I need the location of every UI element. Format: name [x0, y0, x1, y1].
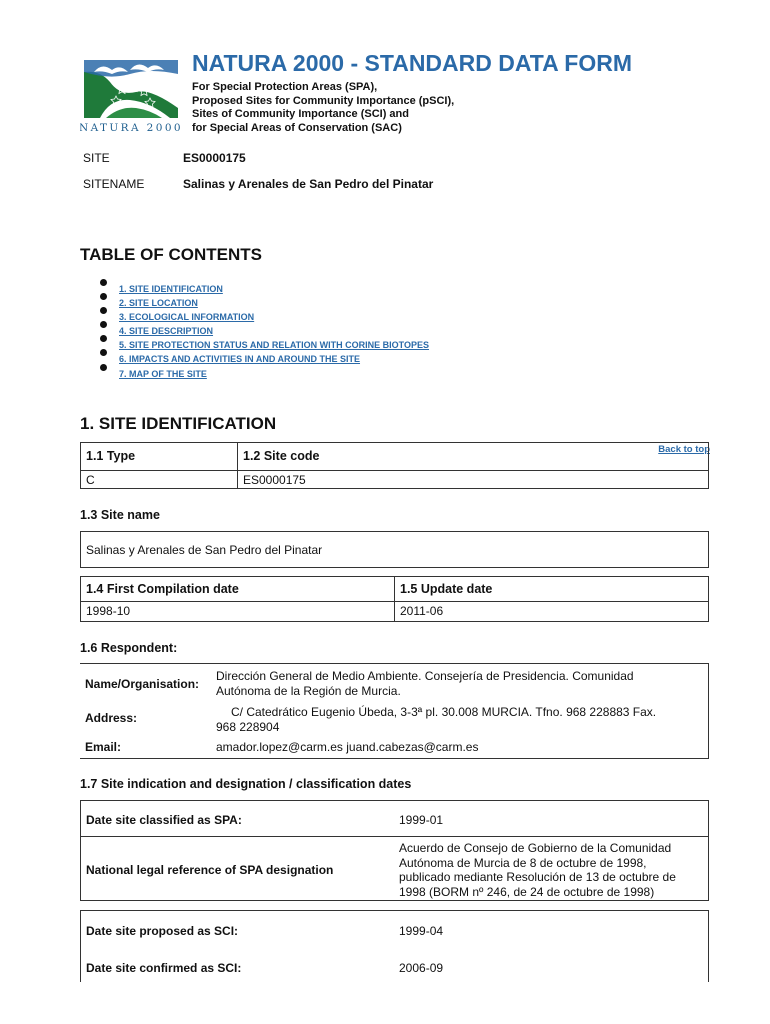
table-divider [81, 470, 708, 471]
name-org-line: Autónoma de la Región de Murcia. [216, 683, 401, 698]
site-name-header: 1.3 Site name [80, 508, 160, 522]
respondent-header: 1.6 Respondent: [80, 641, 178, 655]
type-header: 1.1 Type [86, 449, 136, 463]
section-title-site-identification: 1. SITE IDENTIFICATION [80, 414, 277, 433]
toc-link-site-location[interactable]: 2. SITE LOCATION [119, 298, 198, 309]
svg-text:NATURA 2000: NATURA 2000 [80, 122, 182, 134]
table-divider [237, 443, 238, 488]
site-code-header: 1.2 Site code [243, 449, 320, 463]
spa-ref-line: Autónoma de Murcia de 8 de octubre de 1998, [399, 855, 647, 870]
page-title: NATURA 2000 - STANDARD DATA FORM [192, 50, 632, 76]
update-date-value: 2011-06 [400, 604, 444, 618]
spa-legal-ref-value [399, 841, 705, 899]
type-code-table [80, 442, 709, 489]
toc-item [100, 364, 429, 378]
designation-dates-header: 1.7 Site indication and designation / classification dates [80, 777, 412, 791]
toc-link-site-protection[interactable]: 5. SITE PROTECTION STATUS AND RELATION WITH CORINE BIOTOPES [119, 340, 430, 351]
bullet-icon [100, 279, 107, 286]
toc-list [100, 279, 429, 378]
toc-link-map[interactable]: 7. MAP OF THE SITE [119, 368, 207, 379]
subtitle-line: For Special Protection Areas (SPA), [192, 81, 378, 93]
toc-link-site-identification[interactable]: 1. SITE IDENTIFICATION [119, 284, 223, 294]
sci-confirmed-label: Date site confirmed as SCI: [86, 961, 242, 975]
sci-table [80, 910, 709, 982]
site-code-value: ES0000175 [183, 151, 246, 165]
sitename-value: Salinas y Arenales de San Pedro del Pinatar [183, 177, 434, 191]
email-value: amador.lopez@carm.es juand.cabezas@carm.es [216, 740, 479, 754]
toc-title: TABLE OF CONTENTS [80, 245, 262, 264]
address-line: C/ Catedrático Eugenio Úbeda, 3-3ª pl. 30.008 MURCIA. Tfno. 968 228883 Fax. [231, 705, 657, 719]
update-date-header: 1.5 Update date [400, 582, 493, 596]
toc-item [100, 335, 429, 349]
spa-ref-line: publicado mediante Resolución de 13 de octubre de [399, 870, 676, 884]
site-name-box [80, 531, 709, 568]
name-org-line: Dirección General de Medio Ambiente. Consejería de Presidencia. Comunidad [216, 669, 634, 683]
toc-item [100, 349, 429, 363]
sci-proposed-label: Date site proposed as SCI: [86, 924, 239, 938]
back-to-top-link[interactable]: Back to top [658, 444, 710, 455]
sitename-label: SITENAME [83, 177, 145, 191]
first-compilation-header: 1.4 First Compilation date [86, 582, 239, 596]
subtitle-line: Sites of Community Importance (SCI) and [192, 108, 409, 120]
site-code-cell-value: ES0000175 [243, 473, 306, 487]
toc-link-site-description[interactable]: 4. SITE DESCRIPTION [119, 326, 214, 337]
dates-table [80, 576, 709, 622]
email-label: Email: [85, 740, 122, 754]
name-org-label: Name/Organisation: [85, 677, 200, 691]
site-label: SITE [83, 151, 110, 165]
name-org-value [216, 669, 706, 698]
bullet-icon [100, 349, 107, 356]
bullet-icon [100, 321, 107, 328]
spa-table [80, 800, 709, 901]
page-subtitle [192, 81, 454, 135]
logo-graphic [80, 52, 182, 134]
table-divider [81, 601, 708, 602]
respondent-table [80, 663, 709, 759]
table-divider [81, 836, 708, 837]
sci-proposed-value: 1999-04 [399, 924, 444, 938]
spa-legal-ref-label: National legal reference of SPA designation [86, 863, 334, 877]
first-compilation-value: 1998-10 [86, 604, 131, 618]
subtitle-line: Proposed Sites for Community Importance (pSCI), [192, 94, 455, 107]
site-name-value: Salinas y Arenales de San Pedro del Pinatar [86, 543, 323, 557]
toc-item [100, 293, 429, 307]
bullet-icon [100, 335, 107, 342]
address-line: 968 228904 [216, 719, 280, 734]
bullet-icon [100, 293, 107, 300]
spa-ref-line: 1998 (BORM nº 246, de 24 de octubre de 1998) [399, 884, 655, 899]
bullet-icon [100, 307, 107, 314]
spa-ref-line: Acuerdo de Consejo de Gobierno de la Comunidad [399, 841, 672, 855]
address-label: Address: [85, 711, 138, 725]
toc-link-ecological-information[interactable]: 3. ECOLOGICAL INFORMATION [119, 312, 255, 323]
spa-date-label: Date site classified as SPA: [86, 813, 242, 827]
sci-confirmed-value: 2006-09 [399, 961, 444, 975]
type-value: C [86, 473, 95, 487]
table-divider [394, 577, 395, 621]
toc-item [100, 279, 429, 293]
toc-item [100, 307, 429, 321]
toc-item [100, 321, 429, 335]
address-value [216, 705, 708, 734]
spa-date-value: 1999-01 [399, 813, 444, 827]
bullet-icon [100, 364, 107, 371]
subtitle-line: for Special Areas of Conservation (SAC) [192, 121, 402, 134]
natura-2000-logo [80, 52, 182, 134]
toc-link-impacts-activities[interactable]: 6. IMPACTS AND ACTIVITIES IN AND AROUND THE SITE [119, 354, 361, 365]
